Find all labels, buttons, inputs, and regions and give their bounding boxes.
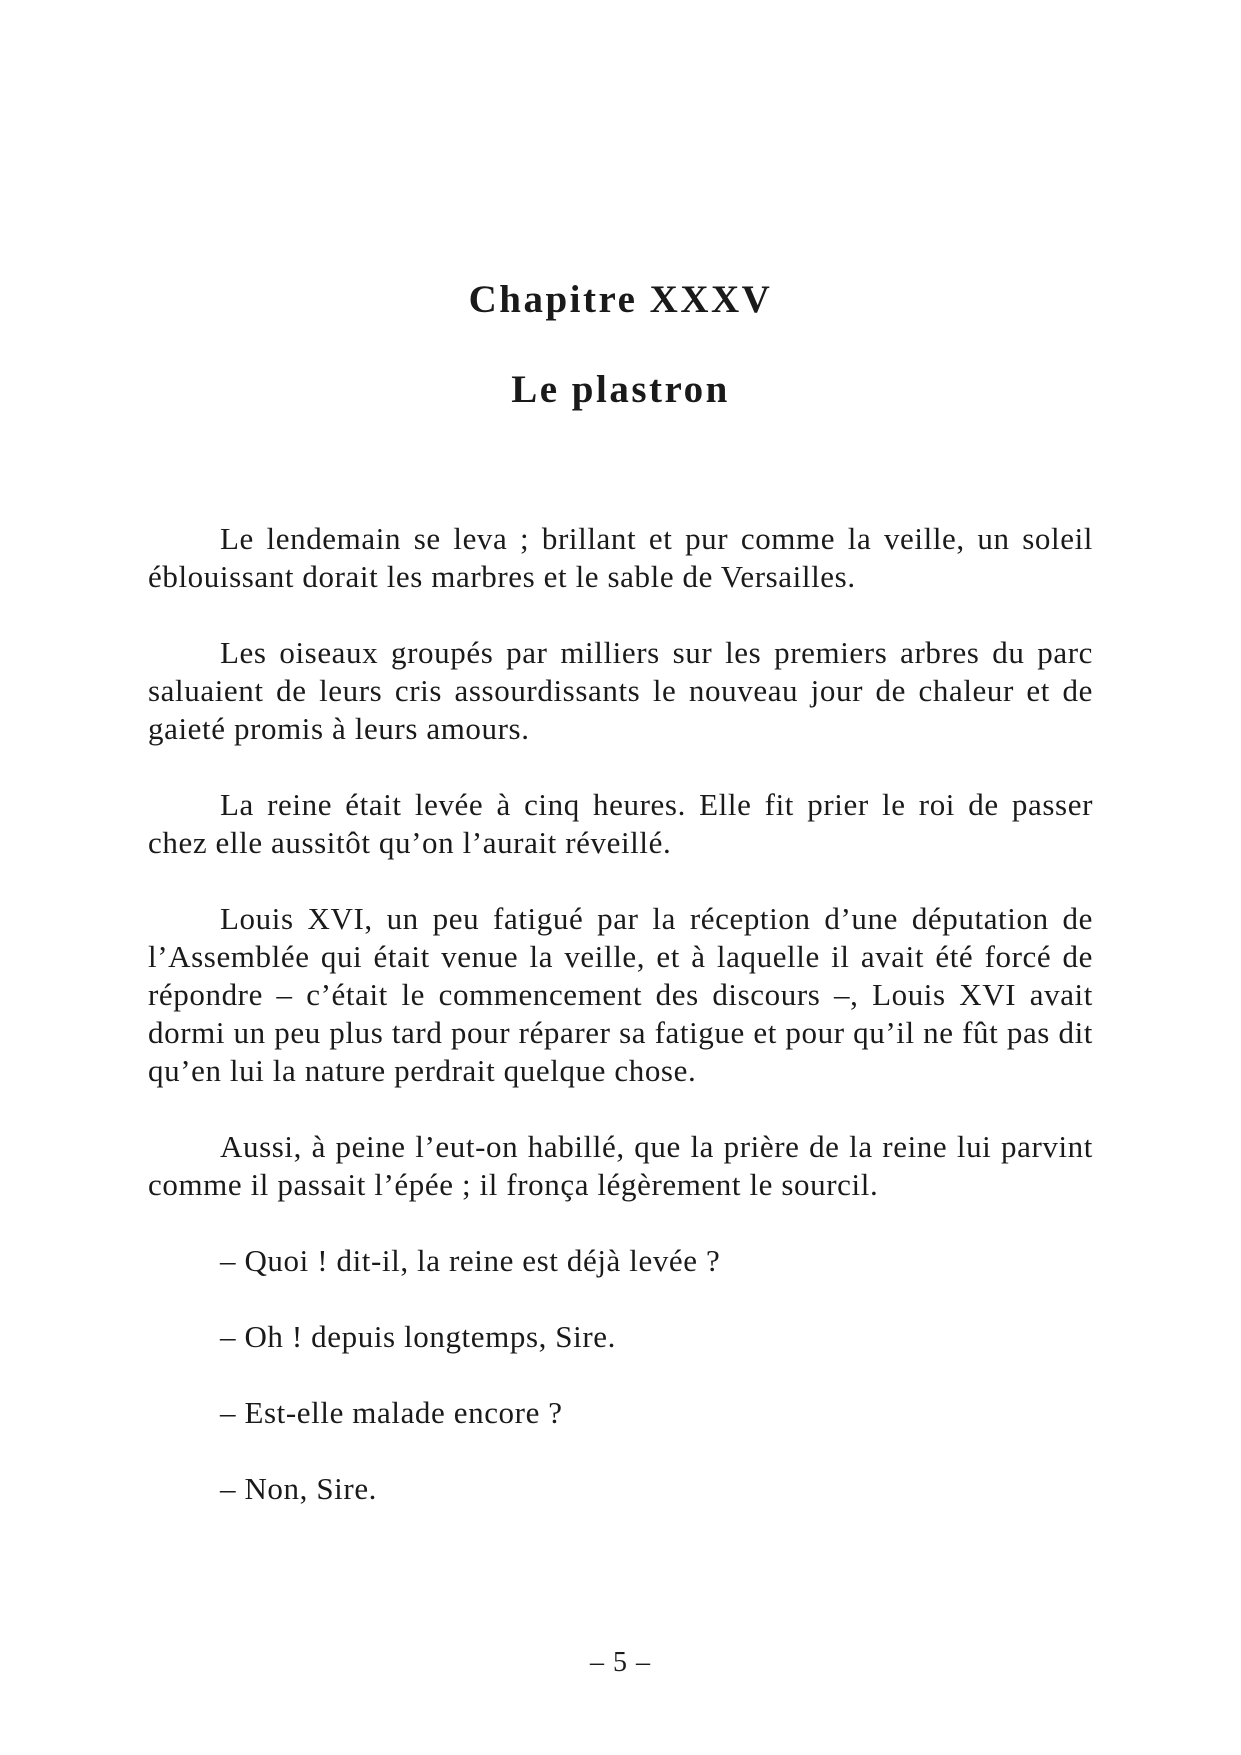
chapter-body — [148, 520, 1093, 1546]
paragraph: Les oiseaux groupés par milliers sur les premiers arbres du parc saluaient de leurs cris assourdissants le nouveau jour de chaleur et de gaieté promis à leurs amours. — [148, 635, 1093, 746]
dialogue-line: – Oh ! depuis longtemps, Sire. — [220, 1319, 616, 1354]
chapter-title: Chapitre XXXV — [468, 278, 773, 321]
dialogue-line: – Est-elle malade encore ? — [220, 1395, 563, 1430]
dialogue-line: – Non, Sire. — [220, 1471, 378, 1506]
chapter-subtitle: Le plastron — [511, 368, 730, 411]
paragraph: Louis XVI, un peu fatigué par la réception d’une députation de l’Assemblée qui était venue la veille, et à laquelle il avait été forcé de répondre – c’était le commencement des discours –, Louis XVI avait dormi un peu plus tard pour réparer sa fatigue et pour qu’il ne fût pas dit qu’en lui la nature perdrait quelque chose. — [148, 901, 1093, 1088]
page-number: – 5 – — [590, 1647, 651, 1678]
paragraph: La reine était levée à cinq heures. Elle fit prier le roi de passer chez elle aussitôt qu’on l’aurait réveillé. — [148, 787, 1093, 860]
paragraph: Aussi, à peine l’eut-on habillé, que la prière de la reine lui parvint comme il passait l’épée ; il fronça légèrement le sourcil. — [148, 1129, 1093, 1202]
paragraph: Le lendemain se leva ; brillant et pur comme la veille, un soleil éblouissant dorait les marbres et le sable de Versailles. — [148, 521, 1093, 594]
dialogue-line: – Quoi ! dit-il, la reine est déjà levée ? — [220, 1243, 721, 1278]
